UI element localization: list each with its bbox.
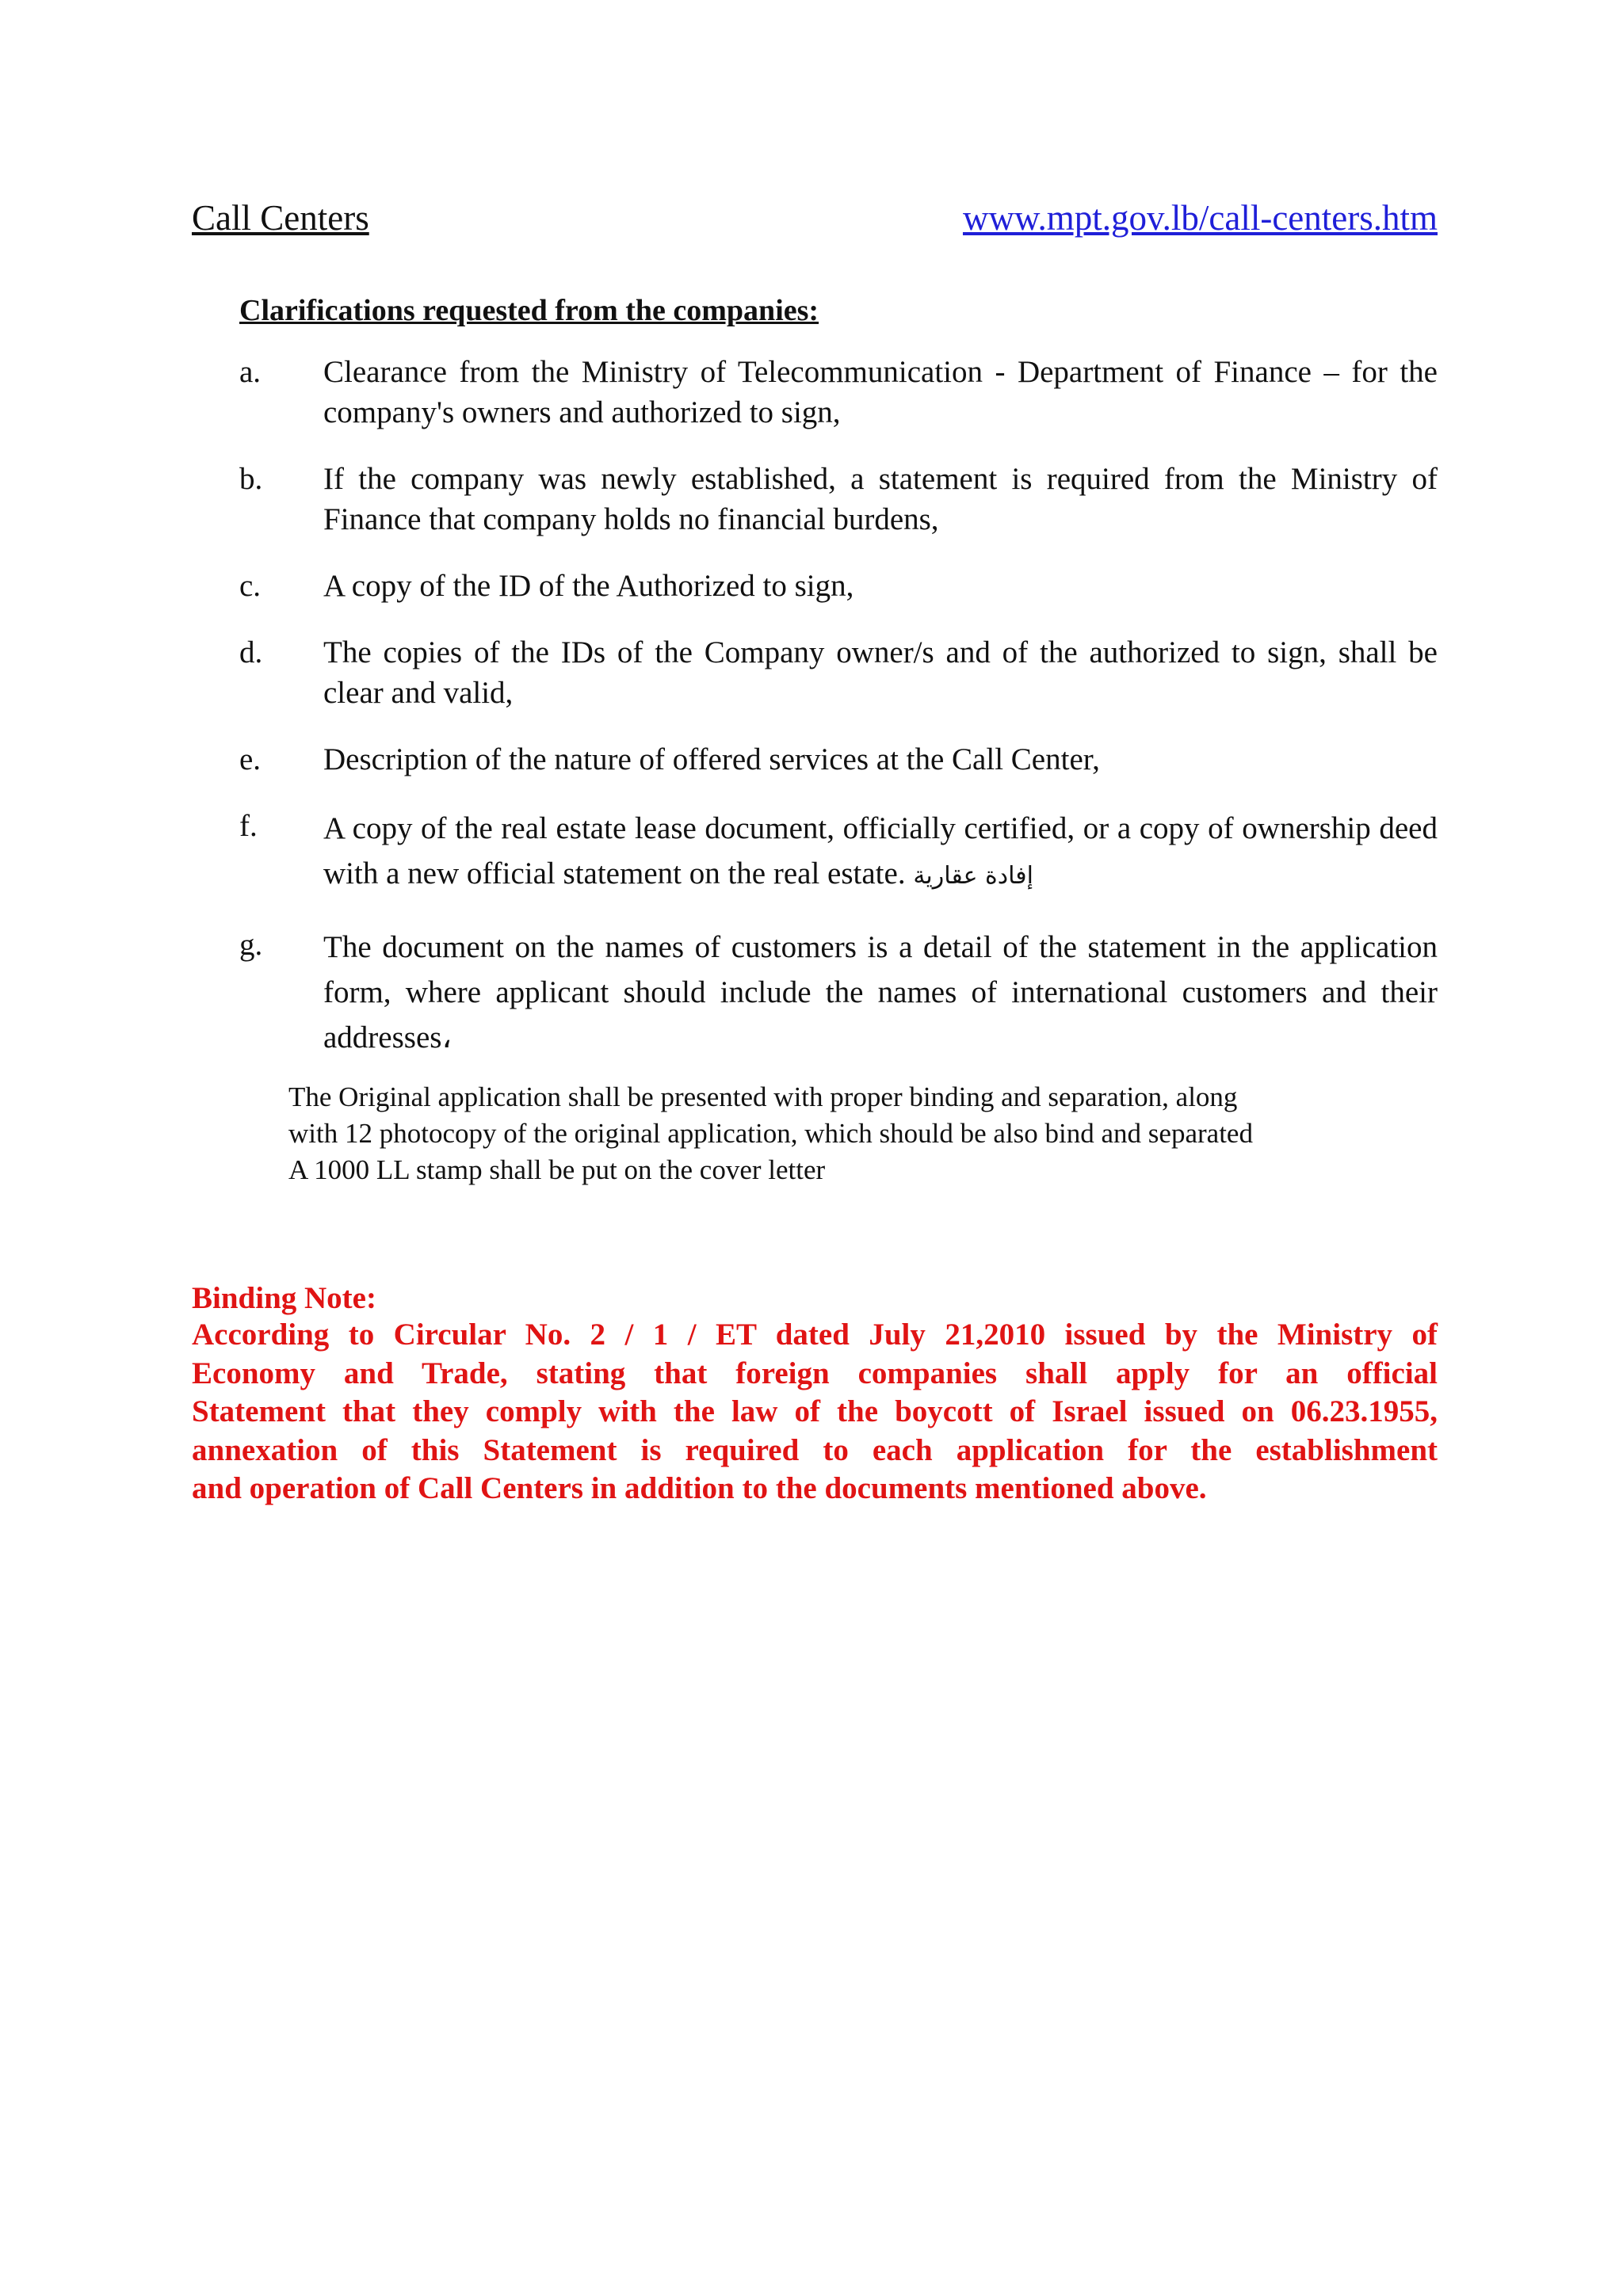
list-item-letter: f.	[239, 809, 258, 843]
list-item-letter: e.	[239, 742, 262, 776]
list-item-a	[239, 352, 1438, 433]
list-item-text: A copy of the ID of the Authorized to sign,	[323, 569, 854, 603]
binding-note-line: annexation of this Statement is required to each application for the establishment	[192, 1432, 1438, 1467]
list-item-letter: b.	[239, 462, 263, 496]
list-item-text: A copy of the real estate lease document, officially certified, or a copy of ownership deed with a new official statement on the real estate.	[323, 811, 1438, 891]
list-item-d	[239, 632, 1438, 713]
list-item-text: If the company was newly established, a statement is required from the Ministry of Finance that company holds no financial burdens,	[323, 462, 1438, 536]
clarifications-list	[239, 352, 1438, 1086]
list-item-text: Clearance from the Ministry of Telecommunication - Department of Finance – for the company's owners and authorized to sign,	[323, 355, 1438, 429]
binding-note-line: Economy and Trade, stating that foreign companies shall apply for an official	[192, 1356, 1438, 1390]
list-item-text: Description of the nature of offered services at the Call Center,	[323, 742, 1100, 776]
note-line: A 1000 LL stamp shall be put on the cover letter	[288, 1154, 826, 1185]
list-item-text-container	[323, 806, 1438, 898]
binding-note-line: Statement that they comply with the law of the boycott of Israel issued on 06.23.1955,	[192, 1394, 1438, 1428]
binding-note-line: According to Circular No. 2 / 1 / ET dated July 21,2010 issued by the Ministry of	[192, 1318, 1438, 1352]
list-item-e	[239, 739, 1438, 780]
list-item-f	[239, 806, 1438, 898]
application-note	[288, 1079, 1438, 1188]
binding-note-body	[192, 1316, 1438, 1508]
list-item-text: The document on the names of customers is a detail of the statement in the application form, where applicant should include the names of international customers and their addresses،	[323, 930, 1438, 1055]
list-item-b	[239, 459, 1438, 540]
binding-note-line: and operation of Call Centers in addition to the documents mentioned above.	[192, 1471, 1207, 1505]
header-url-link[interactable]: www.mpt.gov.lb/call-centers.htm	[962, 198, 1438, 238]
list-item-letter: g.	[239, 928, 263, 962]
list-item-letter: a.	[239, 355, 262, 389]
binding-note-title: Binding Note:	[192, 1281, 376, 1315]
list-item-text: The copies of the IDs of the Company owner/s and of the authorized to sign, shall be clear and valid,	[323, 635, 1438, 710]
page-header-title: Call Centers	[192, 198, 369, 238]
list-item-c	[239, 566, 1438, 606]
note-line: with 12 photocopy of the original application, which should be also bind and separated	[288, 1118, 1253, 1149]
arabic-term: إفادة عقارية	[913, 862, 1033, 890]
section-title: Clarifications requested from the companies:	[239, 294, 819, 327]
list-item-g	[239, 925, 1438, 1060]
list-item-letter: c.	[239, 569, 262, 603]
note-line: The Original application shall be presented with proper binding and separation, along	[288, 1081, 1238, 1112]
list-item-letter: d.	[239, 635, 263, 669]
